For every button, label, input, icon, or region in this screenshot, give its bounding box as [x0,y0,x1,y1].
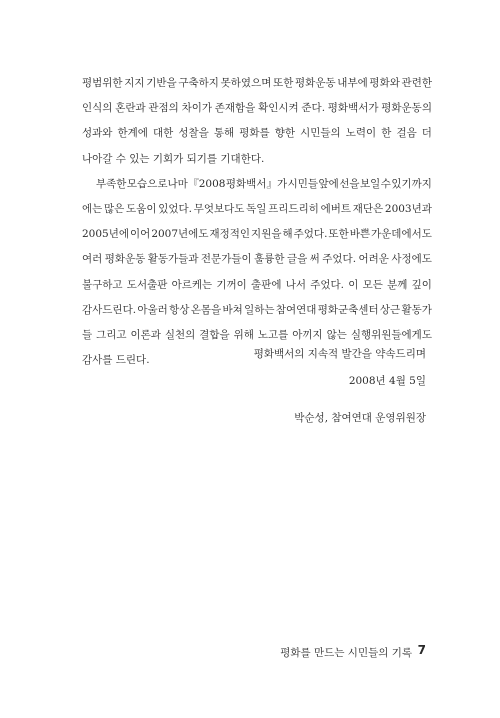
word: 여러 [82,253,103,266]
word: 또한 [328,228,349,241]
body-text [82,71,432,373]
word: 한 [381,127,392,140]
word: 결합을 [199,328,230,341]
word: 않는 [326,328,347,341]
word: 혼란과 [115,102,146,115]
word: 존재함을 [214,102,256,115]
word: 도서출판 [126,278,168,291]
word: 대한 [153,127,174,140]
word: 모든 [362,278,383,291]
word: 지원을 [251,228,282,241]
running-footer-title: 평화를 만드는 시민들의 기록 [280,647,412,659]
text-line: 감사를 드린다. [82,354,150,367]
word: 무엇보다도 [193,202,245,215]
word: 실행위원들에게도 [350,328,432,341]
word: 선을 [339,177,360,190]
word: 이어 [130,228,151,241]
word: 차이가 [181,102,212,115]
word: 평화군축센터 [317,303,379,316]
word: 이 [348,278,359,291]
word: 많은 [104,202,125,215]
word: 평화와 [369,77,400,89]
word: 관점의 [148,102,179,115]
word: 바쳐 [222,303,243,316]
word: 글을 [286,253,308,266]
word: 모습으로나마 [126,177,188,190]
text-line [82,71,432,96]
word: 시민들 [287,177,318,190]
word: 준다. [301,102,326,115]
word: 기꺼이 [216,278,247,291]
word: 부족한 [96,177,127,190]
word: 통해 [213,127,235,140]
word: 확인시켜 [258,102,299,115]
word: 실천의 [164,328,196,341]
page-number: 7 [417,643,426,657]
word: 평화운동 [104,253,146,266]
word: 시민들의 [300,127,341,140]
word: 성찰을 [178,127,209,140]
word: 있었다. [158,202,192,215]
word: 평화운동의 [381,102,432,115]
word: 위해 [233,328,254,341]
word: 바쁜 [349,228,371,241]
text-line [82,323,432,348]
word: 『2008 [188,177,226,190]
text-line [82,247,432,272]
word: 들 [82,328,93,341]
word: 관련한 [401,77,432,89]
word: 분께 [387,278,408,291]
word: 2007년에도 [151,228,209,241]
word: 주었다. [322,253,357,266]
word: 재정적인 [209,228,251,241]
word: 앞에 [318,177,339,190]
word: 보일 [359,177,381,190]
word: 전문가들이 [200,253,252,266]
date: 2008년 4월 5일 [348,375,426,387]
text-line [82,222,432,247]
word: 써 [309,253,320,266]
text-line [82,121,432,146]
word: 재단은 [352,202,384,215]
word: 인식의 [82,102,113,115]
word: 에버트 [320,202,352,215]
word: 가운데에서도 [371,228,432,241]
word: 독일 [246,202,267,215]
word: 주었다. [310,278,344,291]
word: 깊이 [411,278,432,291]
author-signature: 박순성, 참여연대 운영위원장 [294,412,426,424]
word: 주었다. [293,228,328,241]
word: 해 [282,228,293,241]
word: 못하였으며 [220,77,272,89]
word: 감사드린다. [82,303,137,316]
word: 불구하고 [82,278,123,291]
word: 있기까지 [391,177,432,190]
word: 향한 [274,127,296,140]
paragraph-first-line [82,172,432,197]
word: 성과와 [82,127,113,140]
word: 아울러 [137,303,168,316]
word: 평화백서』가 [225,177,288,190]
word: 그리고 [96,328,127,341]
word: 지지 [124,77,145,89]
word: 에는 [82,202,103,215]
word: 훌륭한 [254,253,285,266]
word: 이론과 [130,328,161,341]
word: 참여연대 [275,303,317,316]
word: 평범위한 [82,77,123,89]
word: 아끼지 [292,328,323,341]
word: 활동가 [401,303,432,316]
word: 평화백서가 [327,102,379,115]
word: 수 [380,177,391,190]
word: 온몸을 [190,303,222,316]
closing-statement: 평화백서의 지속적 발간을 약속드리며 [253,348,426,360]
text-line: 나아갈 수 있는 기회가 되기를 기대한다. [82,152,265,165]
word: 기반을 [146,77,177,89]
text-line [82,298,432,323]
text-line [82,273,432,298]
word: 내부에 [337,77,368,89]
word: 노력이 [345,127,377,140]
word: 나서 [285,278,306,291]
word: 더 [421,127,432,140]
word: 일하는 [244,303,275,316]
word: 상근 [379,303,401,316]
word: 프리드리히 [268,202,319,215]
word: 2005년에 [82,228,130,241]
word: 구축하지 [178,77,219,89]
word: 2003년과 [384,202,432,215]
word: 도움이 [126,202,157,215]
word: 아르케는 [171,278,213,291]
word: 출판에 [251,278,282,291]
word: 평화를 [239,127,270,140]
word: 또한 [273,77,294,89]
text-line [82,96,432,121]
word: 평화운동 [295,77,336,89]
word: 걸음 [396,127,417,140]
text-line [82,197,432,222]
word: 노고를 [257,328,289,341]
word: 한계에 [117,127,148,140]
word: 항상 [169,303,190,316]
word: 사정에도 [391,253,432,266]
word: 활동가들과 [147,253,199,266]
word: 어려운 [358,253,389,266]
